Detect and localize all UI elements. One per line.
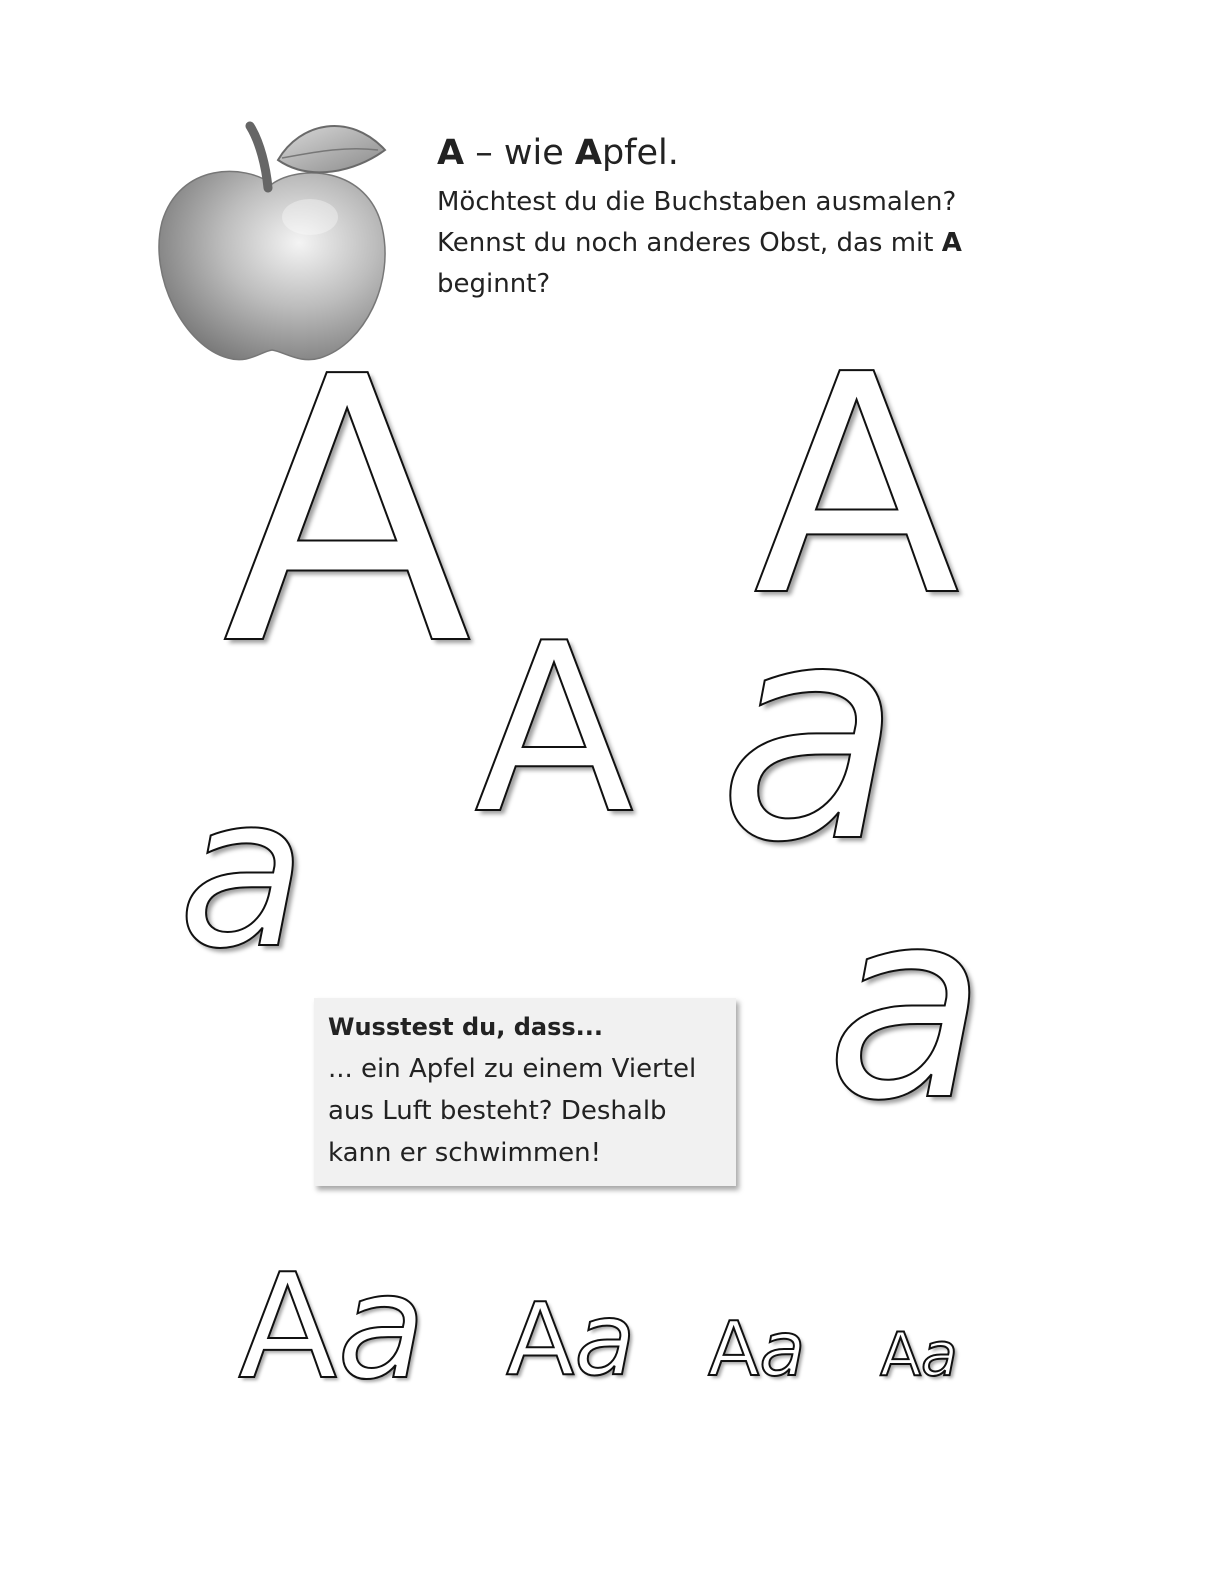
- letter-pair-2: [506, 1281, 636, 1398]
- fact-line-2: aus Luft besteht? Deshalb: [328, 1096, 667, 1126]
- intro-line-2: Kennst du noch anderes Obst, das mit: [437, 228, 942, 258]
- letter-pair-4: [880, 1320, 958, 1390]
- pair-2-lower: a: [574, 1281, 636, 1398]
- intro-line-1: Möchtest du die Buchstaben ausmalen?: [437, 187, 957, 217]
- letter-a-lower-bottom-right: a: [826, 853, 987, 1158]
- intro-section: [437, 128, 1077, 305]
- letter-pair-3: [708, 1305, 806, 1393]
- letter-a-lower-right: a: [718, 559, 902, 908]
- title-word-rest: pfel.: [601, 133, 679, 173]
- title-letter: A: [437, 133, 465, 173]
- fact-line-3: kann er schwimmen!: [328, 1138, 602, 1168]
- pair-1-lower: a: [337, 1243, 427, 1412]
- fact-title: Wusstest du, dass...: [328, 1013, 604, 1041]
- title-middle: – wie: [464, 133, 575, 173]
- pair-3-lower: a: [759, 1305, 806, 1393]
- fact-body: [328, 1048, 722, 1174]
- intro-letter: A: [941, 228, 962, 258]
- pair-1-upper: A: [238, 1243, 338, 1412]
- pair-4-lower: a: [921, 1320, 958, 1390]
- pair-4-upper: A: [880, 1320, 922, 1390]
- fact-box: [314, 998, 736, 1186]
- fact-line-1: ... ein Apfel zu einem Viertel: [328, 1054, 697, 1084]
- letter-a-lower-left: a: [178, 750, 307, 995]
- pair-3-upper: A: [708, 1305, 760, 1393]
- page-title: [437, 128, 1077, 178]
- intro-text: [437, 182, 1077, 305]
- title-word-first: A: [574, 133, 602, 173]
- intro-line-3: beginnt?: [437, 269, 551, 299]
- letter-pair-1: [238, 1243, 427, 1412]
- letter-a-upper-middle: A: [474, 594, 635, 866]
- pair-2-upper: A: [506, 1281, 575, 1398]
- letter-a-upper-right: A: [753, 311, 961, 663]
- letter-a-upper-large: A: [222, 300, 473, 726]
